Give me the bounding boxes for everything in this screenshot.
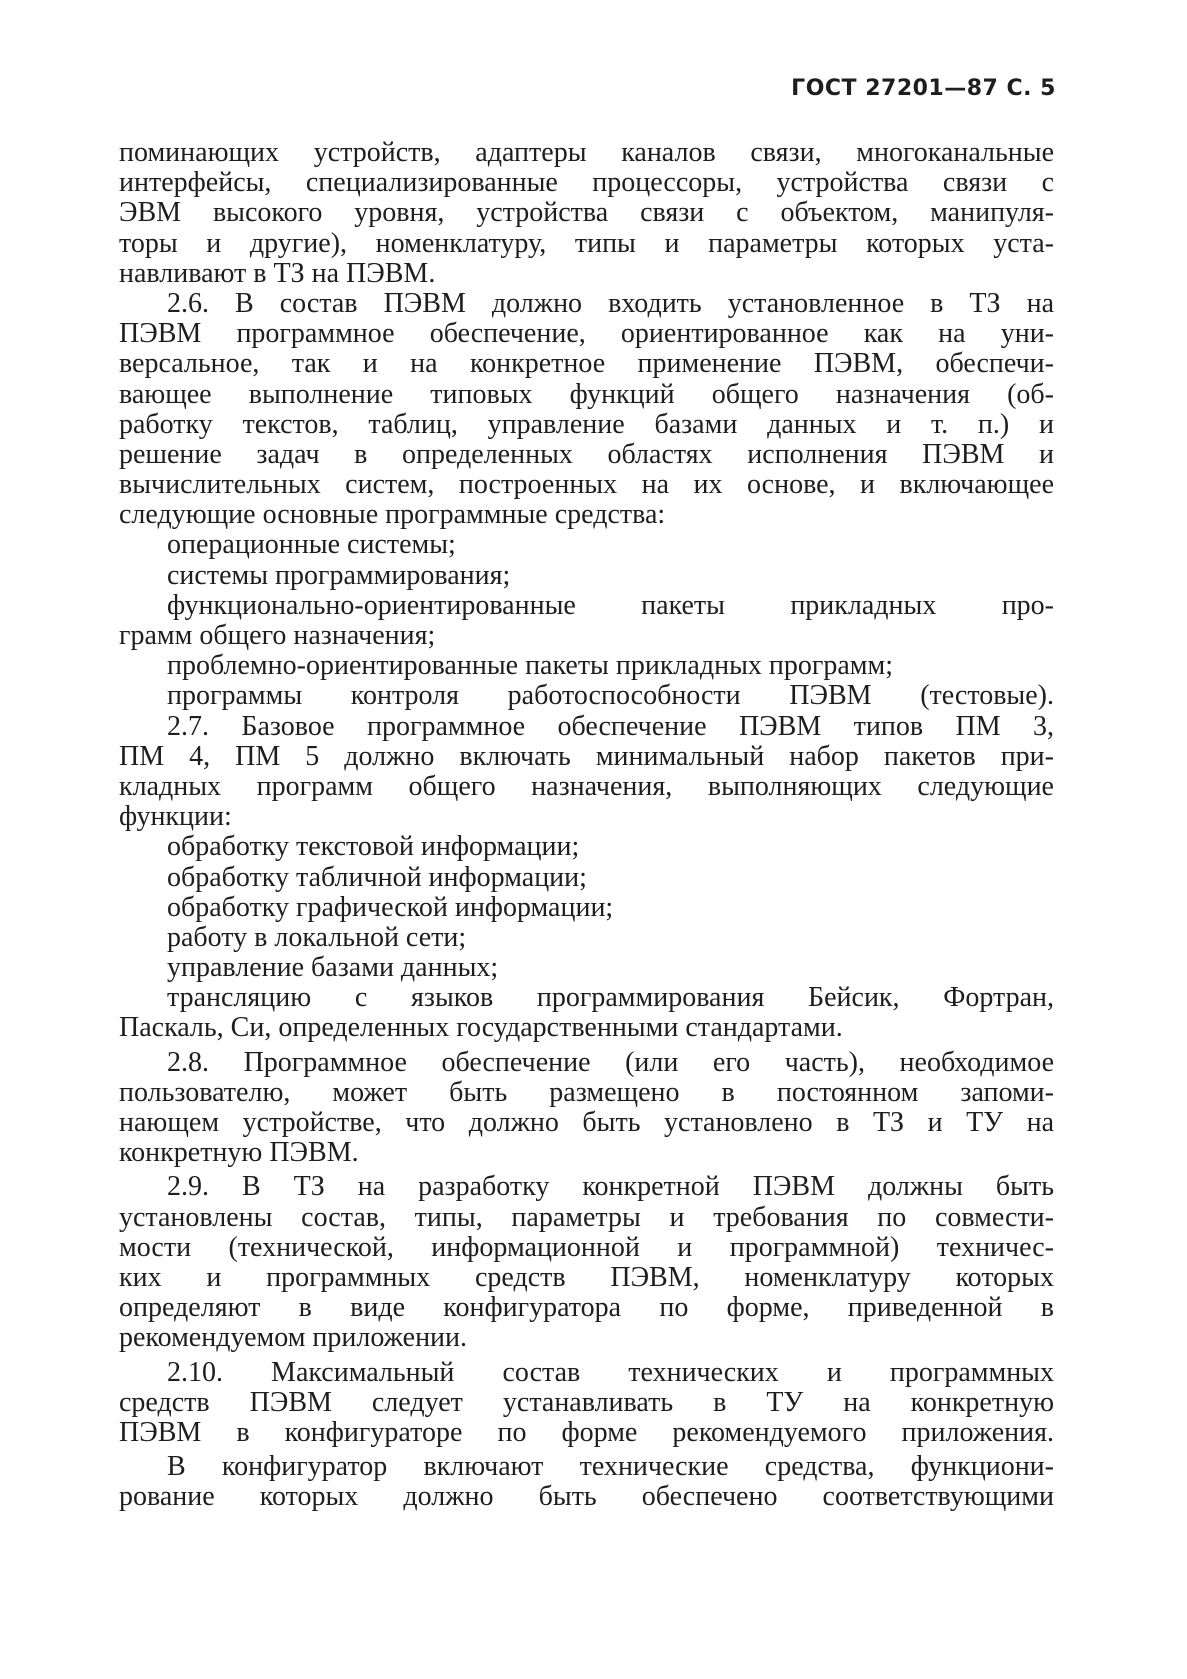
text-line: функционально-ориентированные пакеты прикладных про- xyxy=(167,589,1054,621)
text-line: конкретную ПЭВМ. xyxy=(119,1137,359,1169)
text-line: работу в локальной сети; xyxy=(167,921,467,953)
text-line: В конфигуратор включают технические средства, функциони- xyxy=(167,1451,1054,1483)
text-line: 2.9. В ТЗ на разработку конкретной ПЭВМ должны быть xyxy=(167,1171,1054,1203)
text-line: операционные системы; xyxy=(167,529,456,561)
text-line: ЭВМ высокого уровня, устройства связи с объектом, манипуля- xyxy=(119,197,1054,229)
text-line: обработку графической информации; xyxy=(167,891,614,923)
text-line: вающее выполнение типовых функций общего назначения (об- xyxy=(119,378,1054,410)
text-line: обработку табличной информации; xyxy=(167,861,587,893)
text-line: 2.8. Программное обеспечение (или его часть), необходимое xyxy=(167,1046,1054,1078)
text-line: торы и другие), номенклатуру, типы и параметры которых уста- xyxy=(119,227,1054,259)
text-line: средств ПЭВМ следует устанавливать в ТУ на конкретную xyxy=(119,1386,1054,1418)
text-line: трансляцию с языков программирования Бейсик, Фортран, xyxy=(167,982,1054,1014)
text-line: навливают в ТЗ на ПЭВМ. xyxy=(119,257,436,289)
text-line: ПЭВМ программное обеспечение, ориентированное как на уни- xyxy=(119,318,1054,350)
text-line: функции: xyxy=(119,801,232,833)
text-line: вычислительных систем, построенных на их основе, и включающее xyxy=(119,469,1054,501)
text-line: 2.6. В состав ПЭВМ должно входить установленное в ТЗ на xyxy=(167,287,1054,319)
text-line: ких и программных средств ПЭВМ, номенклатуру которых xyxy=(119,1261,1054,1293)
text-line: ПЭВМ в конфигураторе по форме рекомендуемого приложения. xyxy=(119,1416,1054,1448)
body-text xyxy=(119,138,1054,1512)
text-line: проблемно-ориентированные пакеты прикладных программ; xyxy=(167,650,893,682)
page-header: ГОСТ 27201—87 С. 5 xyxy=(791,76,1056,101)
text-line: системы программирования; xyxy=(167,559,511,591)
text-line: следующие основные программные средства: xyxy=(119,499,666,531)
text-line: интерфейсы, специализированные процессоры, устройства связи с xyxy=(119,167,1054,199)
text-line: Паскаль, Си, определенных государственными стандартами. xyxy=(119,1012,843,1044)
text-line: кладных программ общего назначения, выполняющих следующие xyxy=(119,770,1054,802)
text-line: пользователю, может быть размещено в постоянном запоми- xyxy=(119,1076,1054,1108)
text-line: рекомендуемом приложении. xyxy=(119,1322,468,1354)
text-line: 2.7. Базовое программное обеспечение ПЭВМ типов ПМ 3, xyxy=(167,710,1054,742)
text-line: поминающих устройств, адаптеры каналов связи, многоканальные xyxy=(119,137,1054,168)
text-line: работку текстов, таблиц, управление базами данных и т. п.) и xyxy=(119,408,1054,440)
text-line: решение задач в определенных областях исполнения ПЭВМ и xyxy=(119,438,1054,470)
text-line: грамм общего назначения; xyxy=(119,620,436,651)
text-line: определяют в виде конфигуратора по форме, приведенной в xyxy=(119,1292,1054,1324)
text-line: мости (технической, информационной и программной) техничес- xyxy=(119,1231,1054,1263)
text-line: установлены состав, типы, параметры и требования по совмести- xyxy=(119,1201,1054,1233)
text-line: ПМ 4, ПМ 5 должно включать минимальный набор пакетов при- xyxy=(119,740,1054,772)
text-line: программы контроля работоспособности ПЭВМ (тестовые). xyxy=(167,680,1054,712)
text-line: версальное, так и на конкретное применение ПЭВМ, обеспечи- xyxy=(119,348,1054,380)
text-line: обработку текстовой информации; xyxy=(167,831,580,863)
text-line: нающем устройстве, что должно быть установлено в ТЗ и ТУ на xyxy=(119,1107,1054,1138)
text-line: рование которых должно быть обеспечено соответствующими xyxy=(119,1481,1054,1513)
text-line: 2.10. Максимальный состав технических и программных xyxy=(167,1356,1054,1388)
text-line: управление базами данных; xyxy=(167,952,499,984)
